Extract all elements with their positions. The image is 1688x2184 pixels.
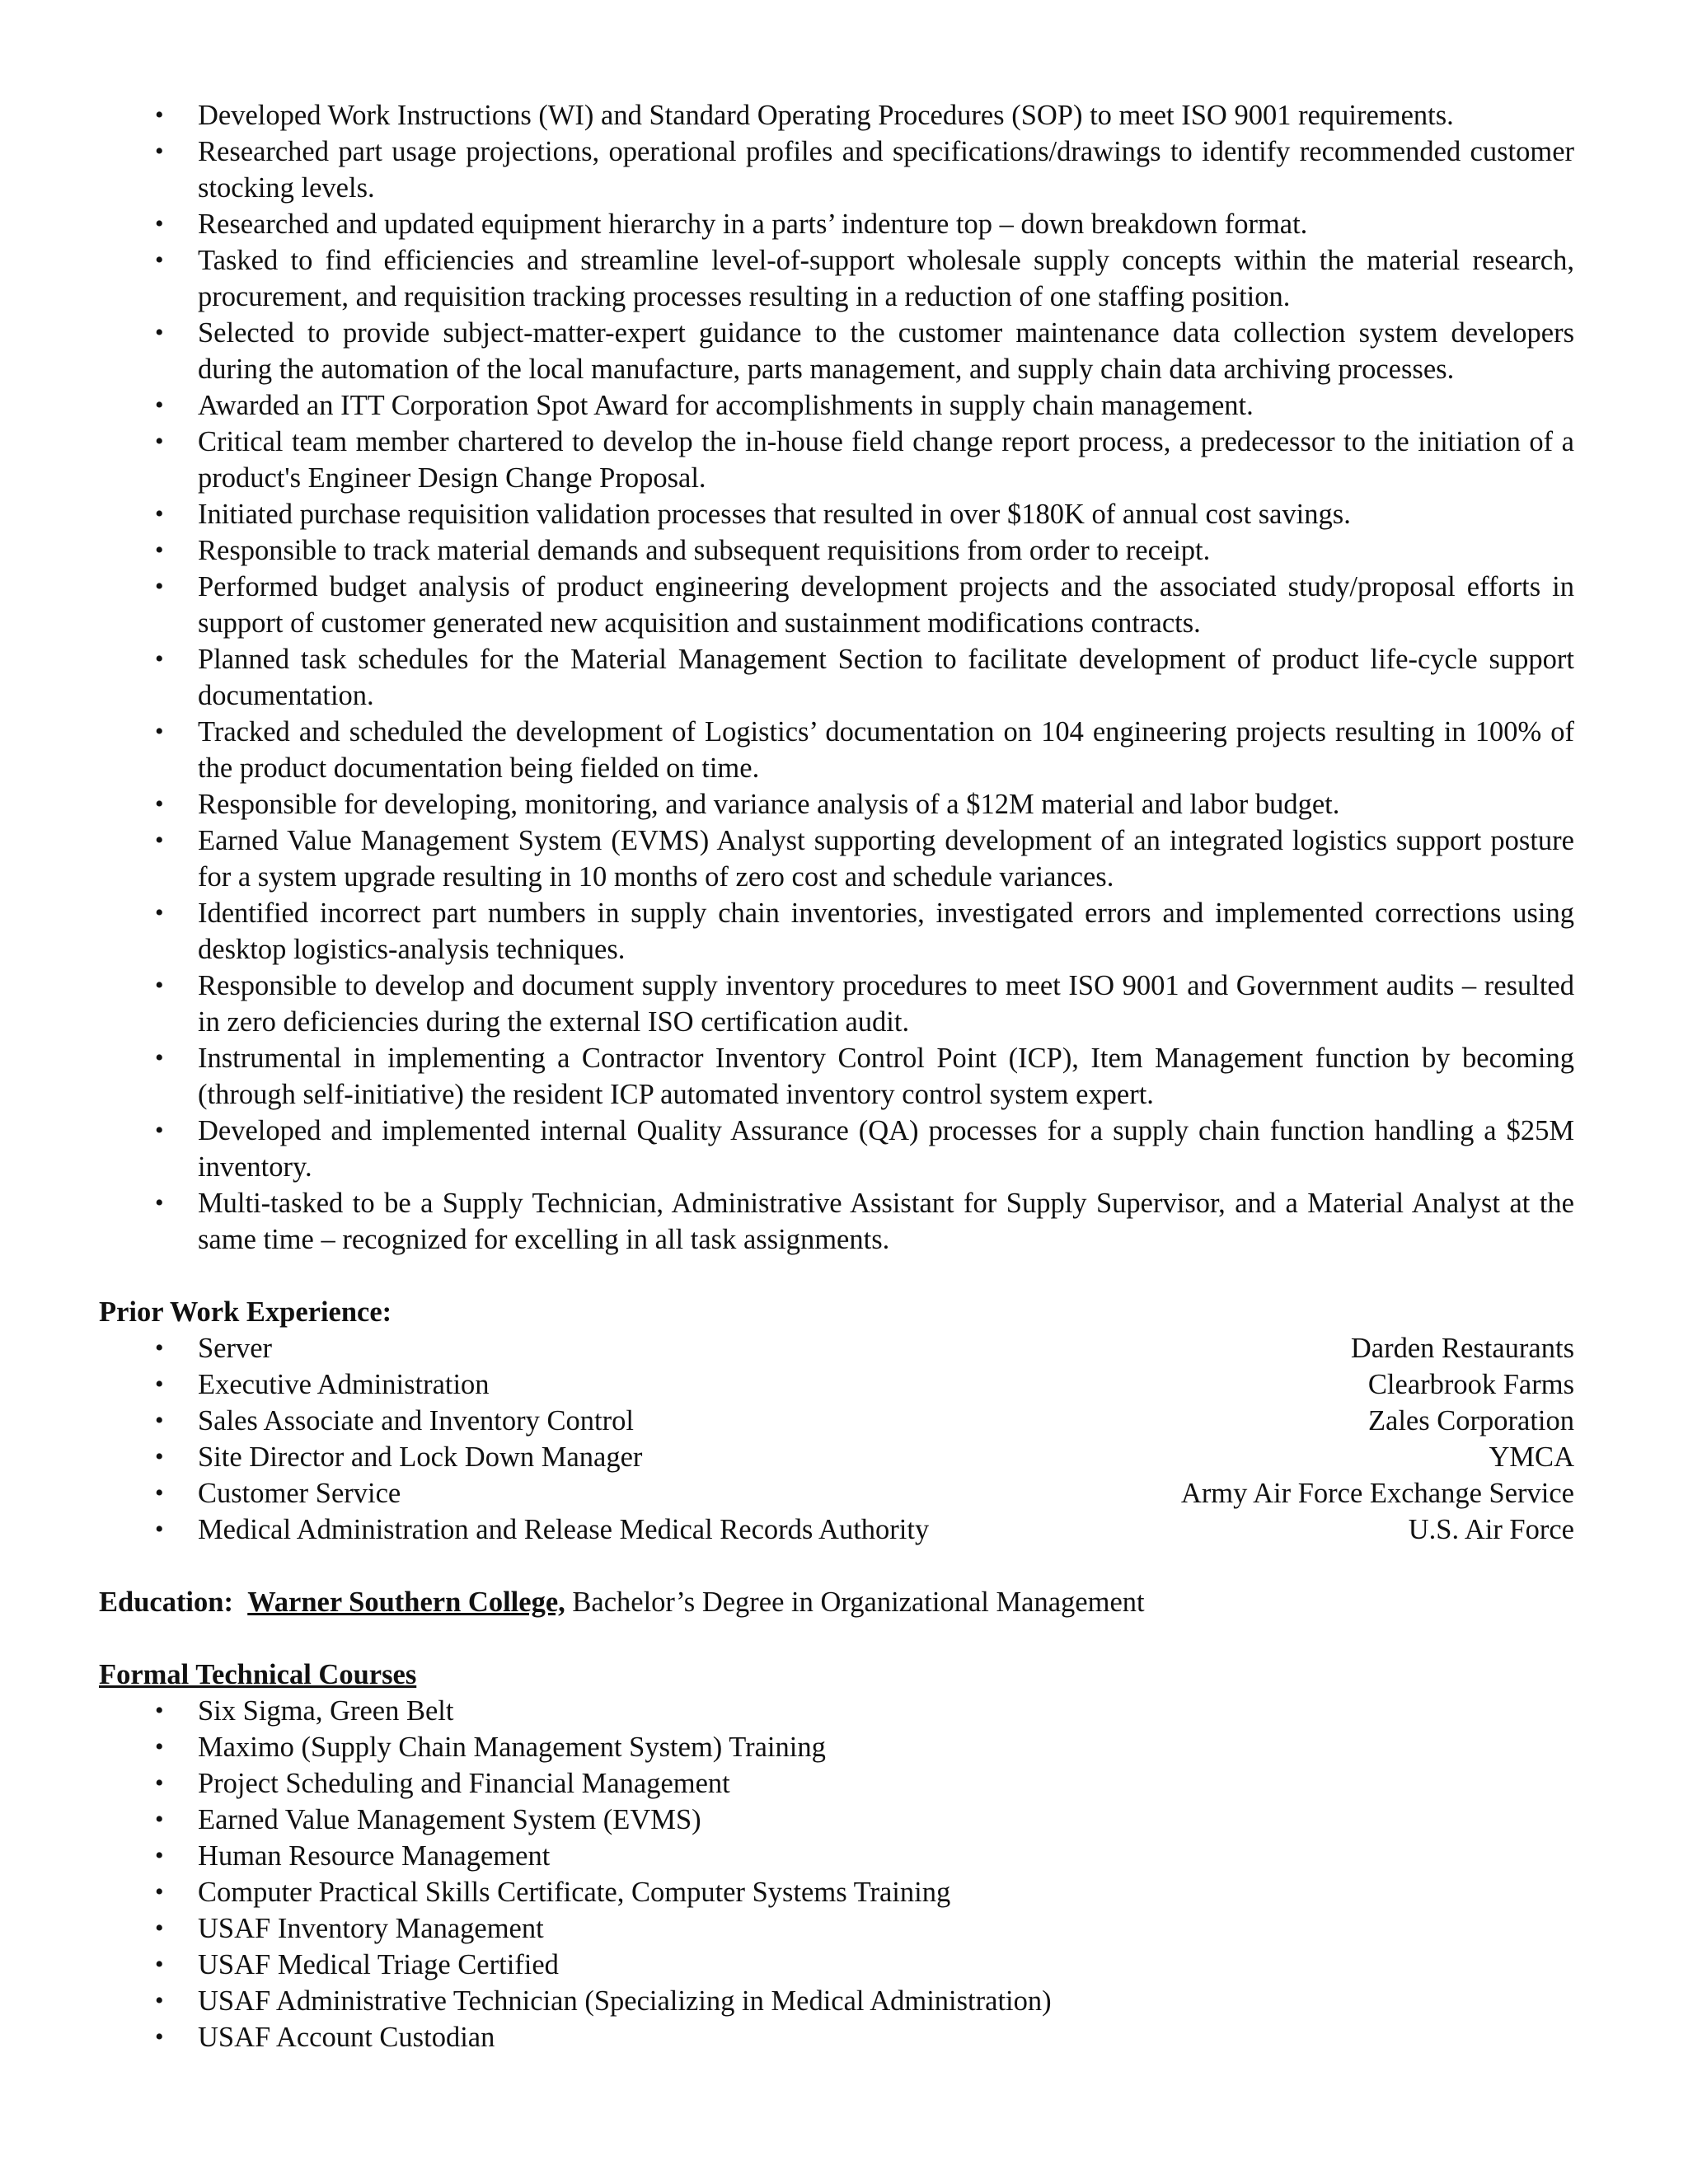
- bullet-text: Responsible to develop and document supply inventory procedures to meet ISO 9001 and Government audits – resulted in zero deficiencies during the external ISO certification audit.: [198, 970, 1574, 1038]
- bullet-icon: [155, 1475, 164, 1511]
- bullet-icon: [155, 895, 164, 931]
- list-item: [99, 569, 1574, 641]
- list-item: [99, 1729, 1574, 1765]
- bullet-icon: [155, 968, 164, 1004]
- list-item: [99, 242, 1574, 315]
- course-text: USAF Administrative Technician (Specializing in Medical Administration): [198, 1985, 1052, 2017]
- bullet-text: Multi-tasked to be a Supply Technician, Administrative Assistant for Supply Supervisor, and a Material Analyst at the same time – recognized for excelling in all task assignments.: [198, 1188, 1574, 1255]
- list-item: [99, 206, 1574, 242]
- bullet-icon: [155, 1511, 164, 1548]
- list-item: [99, 786, 1574, 823]
- list-item: [99, 1874, 1574, 1910]
- job-role: Server: [198, 1333, 273, 1364]
- list-item: [99, 496, 1574, 532]
- course-text: Earned Value Management System (EVMS): [198, 1804, 701, 1835]
- job-role: Executive Administration: [198, 1369, 490, 1400]
- course-text: USAF Inventory Management: [198, 1913, 544, 1944]
- degree-text: Bachelor’s Degree in Organizational Management: [572, 1586, 1145, 1618]
- bullet-text: Initiated purchase requisition validation processes that resulted in over $180K of annual cost savings.: [198, 499, 1351, 530]
- bullet-icon: [155, 97, 164, 134]
- job-employer: U.S. Air Force: [1408, 1514, 1574, 1545]
- bullet-icon: [155, 206, 164, 242]
- list-item: [99, 97, 1574, 134]
- bullet-icon: [155, 1765, 164, 1802]
- list-item: [99, 1403, 1574, 1439]
- list-item: [99, 1511, 1574, 1548]
- courses-heading: Formal Technical Courses: [99, 1659, 417, 1690]
- list-item: [99, 134, 1574, 206]
- bullet-text: Performed budget analysis of product engineering development projects and the associated study/proposal efforts in support of customer generated new acquisition and sustainment modifications contracts.: [198, 571, 1574, 639]
- bullet-icon: [155, 315, 164, 351]
- job-employer: Army Air Force Exchange Service: [1180, 1478, 1574, 1509]
- bullet-icon: [155, 1113, 164, 1149]
- bullet-icon: [155, 1983, 164, 2019]
- job-role: Site Director and Lock Down Manager: [198, 1441, 643, 1473]
- prior-work-list: [99, 1330, 1574, 1548]
- bullet-icon: [155, 1802, 164, 1838]
- education-line: [99, 1584, 1574, 1620]
- prior-work-heading: Prior Work Experience:: [99, 1296, 392, 1328]
- job-employer: YMCA: [1489, 1441, 1574, 1473]
- list-item: [99, 315, 1574, 387]
- bullet-icon: [155, 1330, 164, 1366]
- list-item: [99, 1910, 1574, 1947]
- course-text: USAF Medical Triage Certified: [198, 1949, 559, 1980]
- list-item: [99, 424, 1574, 496]
- bullet-icon: [155, 2019, 164, 2055]
- list-item: [99, 1838, 1574, 1874]
- list-item: [99, 1765, 1574, 1802]
- course-text: Six Sigma, Green Belt: [198, 1695, 454, 1727]
- bullet-text: Responsible to track material demands and subsequent requisitions from order to receipt.: [198, 535, 1211, 566]
- list-item: [99, 1113, 1574, 1185]
- job-role: Medical Administration and Release Medical Records Authority: [198, 1514, 930, 1545]
- job-role: Sales Associate and Inventory Control: [198, 1405, 634, 1436]
- bullet-icon: [155, 387, 164, 424]
- bullet-text: Planned task schedules for the Material Management Section to facilitate development of product life-cycle support documentation.: [198, 644, 1574, 711]
- list-item: [99, 2019, 1574, 2055]
- job-role: Customer Service: [198, 1478, 401, 1509]
- bullet-text: Earned Value Management System (EVMS) Analyst supporting development of an integrated logistics support posture for a system upgrade resulting in 10 months of zero cost and schedule variances.: [198, 825, 1574, 893]
- course-text: USAF Account Custodian: [198, 2022, 495, 2053]
- bullet-text: Identified incorrect part numbers in supply chain inventories, investigated errors and implemented corrections using desktop logistics-analysis techniques.: [198, 898, 1574, 965]
- bullet-icon: [155, 569, 164, 605]
- bullet-text: Researched and updated equipment hierarchy in a parts’ indenture top – down breakdown format.: [198, 209, 1308, 240]
- bullet-icon: [155, 1403, 164, 1439]
- bullet-icon: [155, 1874, 164, 1910]
- bullet-icon: [155, 532, 164, 569]
- experience-list: [99, 97, 1574, 1258]
- bullet-icon: [155, 1040, 164, 1076]
- list-item: [99, 387, 1574, 424]
- bullet-icon: [155, 786, 164, 823]
- list-item: [99, 641, 1574, 714]
- education-label: Education:: [99, 1586, 233, 1618]
- list-item: [99, 1439, 1574, 1475]
- bullet-icon: [155, 1910, 164, 1947]
- bullet-text: Selected to provide subject-matter-expert guidance to the customer maintenance data collection system developers during the automation of the local manufacture, parts management, and supply chain data archiving processes.: [198, 317, 1574, 385]
- bullet-icon: [155, 1693, 164, 1729]
- course-text: Computer Practical Skills Certificate, Computer Systems Training: [198, 1877, 951, 1908]
- school-name: Warner Southern College,: [247, 1586, 565, 1618]
- list-item: [99, 1366, 1574, 1403]
- bullet-text: Instrumental in implementing a Contractor Inventory Control Point (ICP), Item Management function by becoming (through self-initiative) the resident ICP automated inventory control system expert.: [198, 1043, 1574, 1110]
- course-text: Project Scheduling and Financial Management: [198, 1768, 730, 1799]
- bullet-icon: [155, 1439, 164, 1475]
- list-item: [99, 714, 1574, 786]
- bullet-text: Critical team member chartered to develop the in-house field change report process, a predecessor to the initiation of a product's Engineer Design Change Proposal.: [198, 426, 1574, 494]
- bullet-text: Developed Work Instructions (WI) and Standard Operating Procedures (SOP) to meet ISO 9001 requirements.: [198, 100, 1454, 131]
- bullet-icon: [155, 134, 164, 170]
- list-item: [99, 1040, 1574, 1113]
- courses-list: [99, 1693, 1574, 2055]
- bullet-text: Tracked and scheduled the development of Logistics’ documentation on 104 engineering projects resulting in 100% of the product documentation being fielded on time.: [198, 716, 1574, 784]
- bullet-icon: [155, 496, 164, 532]
- job-employer: Darden Restaurants: [1350, 1333, 1574, 1364]
- bullet-icon: [155, 823, 164, 859]
- list-item: [99, 532, 1574, 569]
- bullet-icon: [155, 1366, 164, 1403]
- job-employer: Clearbrook Farms: [1367, 1369, 1574, 1400]
- bullet-icon: [155, 641, 164, 677]
- resume-page: [99, 97, 1574, 2055]
- bullet-icon: [155, 424, 164, 460]
- bullet-text: Awarded an ITT Corporation Spot Award for accomplishments in supply chain management.: [198, 390, 1254, 421]
- list-item: [99, 895, 1574, 968]
- bullet-text: Developed and implemented internal Quality Assurance (QA) processes for a supply chain function handling a $25M inventory.: [198, 1115, 1574, 1183]
- bullet-icon: [155, 242, 164, 279]
- bullet-icon: [155, 1729, 164, 1765]
- bullet-icon: [155, 1185, 164, 1221]
- list-item: [99, 1983, 1574, 2019]
- bullet-text: Researched part usage projections, operational profiles and specifications/drawings to identify recommended customer stocking levels.: [198, 136, 1574, 204]
- bullet-text: Tasked to find efficiencies and streamline level-of-support wholesale supply concepts within the material research, procurement, and requisition tracking processes resulting in a reduction of one staffing position.: [198, 245, 1574, 312]
- list-item: [99, 1802, 1574, 1838]
- list-item: [99, 1185, 1574, 1258]
- bullet-text: Responsible for developing, monitoring, and variance analysis of a $12M material and labor budget.: [198, 789, 1340, 820]
- list-item: [99, 823, 1574, 895]
- course-text: Maximo (Supply Chain Management System) Training: [198, 1732, 826, 1763]
- list-item: [99, 1330, 1574, 1366]
- list-item: [99, 968, 1574, 1040]
- bullet-icon: [155, 714, 164, 750]
- job-employer: Zales Corporation: [1367, 1405, 1574, 1436]
- bullet-icon: [155, 1838, 164, 1874]
- list-item: [99, 1693, 1574, 1729]
- list-item: [99, 1475, 1574, 1511]
- list-item: [99, 1947, 1574, 1983]
- course-text: Human Resource Management: [198, 1840, 551, 1872]
- bullet-icon: [155, 1947, 164, 1983]
